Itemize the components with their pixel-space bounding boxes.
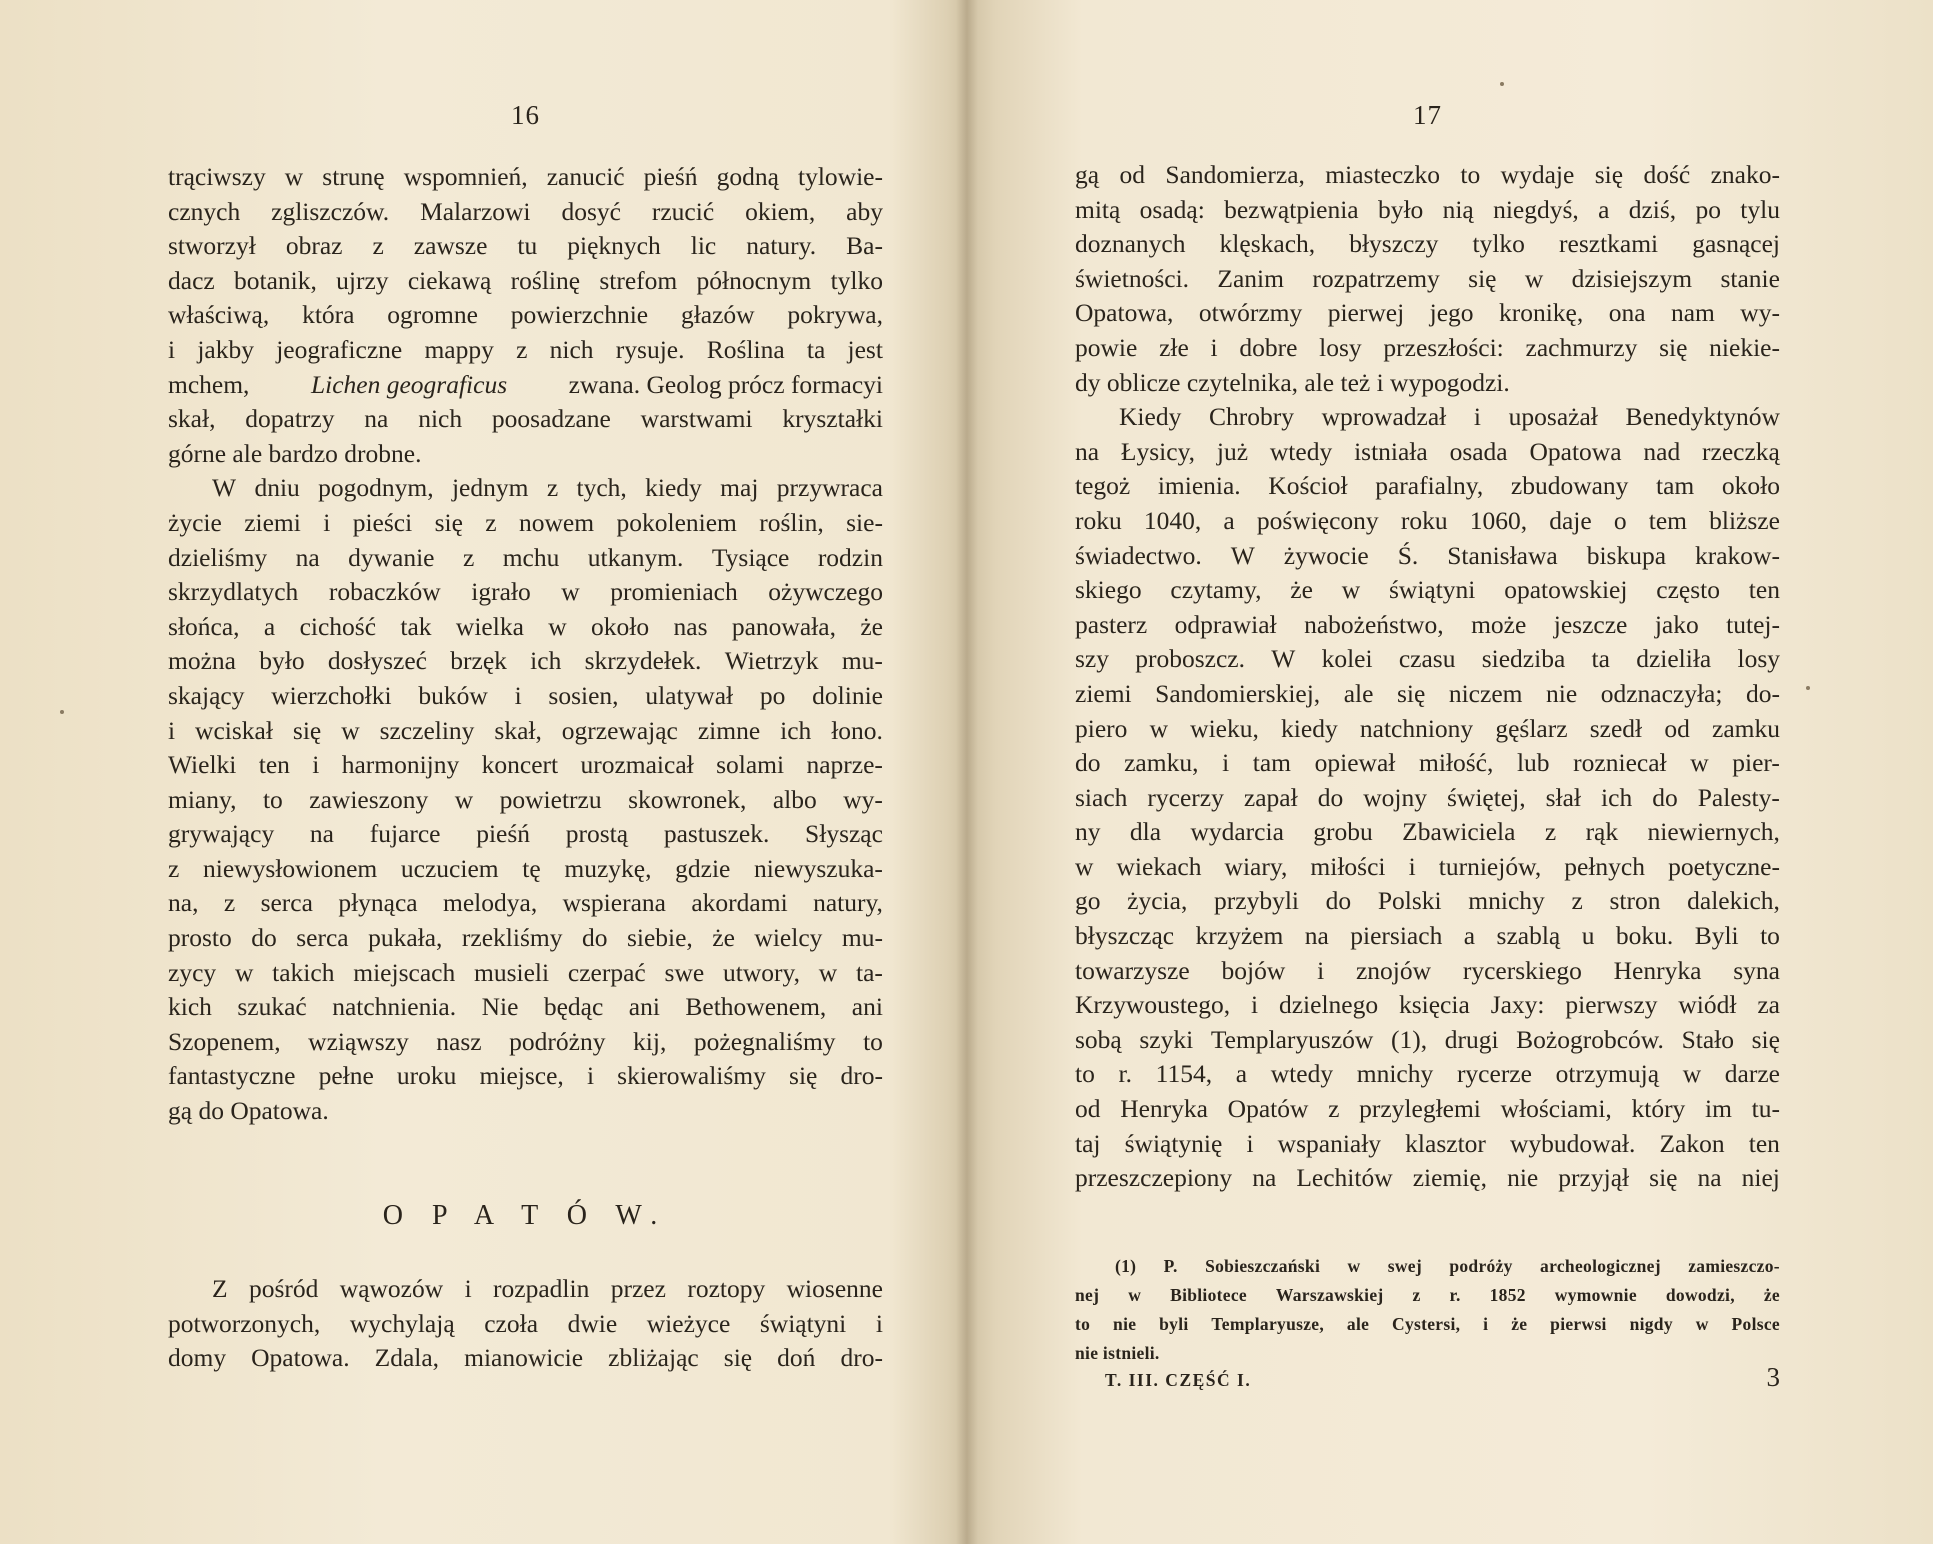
text-line: piero w wieku, kiedy natchniony gęślarz szedł od zamku — [1075, 713, 1780, 743]
footnote-line: nej w Bibliotece Warszawskiej z r. 1852 wymownie dowodzi, że — [1075, 1285, 1780, 1305]
paragraph — [1075, 400, 1780, 1196]
text-line: stworzył obraz z zawsze tu pięknych lic natury. Ba- — [168, 231, 883, 261]
text-line: sobą szyki Templaryuszów (1), drugi Bożogrobców. Stało się — [1075, 1024, 1780, 1054]
signature-mark: T. III. CZĘŚĆ I. — [1105, 1370, 1252, 1390]
text-line: górne ale bardzo drobne. — [168, 438, 422, 468]
text-line: Szopenem, wziąwszy nasz podróżny kij, pożegnaliśmy to — [168, 1026, 883, 1056]
text-line: dy oblicze czytelnika, ale też i wypogodzi. — [1075, 367, 1510, 397]
latin-species-name: Lichen geograficus — [310, 369, 508, 399]
text-line: i jakby jeograficzne mappy z nich rysuje. Roślina ta jest — [168, 334, 883, 364]
text-line: i wciskał się w szczeliny skał, ogrzewając zimne ich łono. — [168, 715, 883, 745]
text-line: gą do Opatowa. — [168, 1096, 329, 1126]
text-line: na Łysicy, już wtedy istniała osada Opatowa nad rzeczką — [1075, 436, 1780, 466]
book-gutter — [956, 0, 978, 1544]
text-line: fantastyczne pełne uroku miejsce, i skierowaliśmy się dro- — [168, 1061, 883, 1091]
sheet-number: 3 — [1766, 1362, 1780, 1392]
paper-speck — [1806, 686, 1810, 690]
text-line: skiego czytamy, że w świątyni opatowskiej często ten — [1075, 575, 1780, 605]
section-heading: O P A T Ó W. — [382, 1200, 669, 1231]
paragraph — [168, 471, 883, 1094]
text-line: mitą osadą: bezwątpienia było nią niegdyś, a dziś, po tylu — [1075, 194, 1780, 224]
page-number-right: 17 — [1413, 100, 1442, 130]
text-line: go życia, przybyli do Polski mnichy z stron dalekich, — [1075, 886, 1780, 916]
text-line: mchem, Lichen geograficus zwana. Geolog prócz formacyi — [168, 368, 883, 403]
text-line: skrzydlatych robaczków igrało w promieniach ożywczego — [168, 577, 883, 607]
text-line: świetności. Zanim rozpatrzemy się w dzisiejszym stanie — [1075, 263, 1780, 293]
text-line: Wielki ten i harmonijny koncert urozmaicał solami naprze- — [168, 750, 883, 780]
text-line: siach rycerzy zapał do wojny świętej, słał ich do Palesty- — [1075, 782, 1780, 812]
text-line: na, z serca płynąca melodya, wspierana akordami natury, — [168, 888, 883, 918]
text-line: Opatowa, otwórzmy pierwej jego kronikę, ona nam wy- — [1075, 298, 1780, 328]
text-line: słońca, a cichość tak wielka w około nas panowała, że — [168, 611, 883, 641]
paragraph — [1075, 158, 1780, 366]
text-line: dzieliśmy na dywanie z mchu utkanym. Tysiące rodzin — [168, 542, 883, 572]
paper-speck — [1500, 82, 1504, 86]
paper-speck — [60, 710, 64, 714]
text-line: błyszcząc krzyżem na piersiach a szablą u boku. Byli to — [1075, 921, 1780, 951]
right-text-block — [1075, 158, 1780, 1196]
text-line: dacz botanik, ujrzy ciekawą roślinę strefom północnym tylko — [168, 265, 883, 295]
text-line: doznanych klęskach, błyszczy tylko resztkami gasnącej — [1075, 229, 1780, 259]
text-line: potworzonych, wychylają czoła dwie wieżyce świątyni i — [168, 1308, 883, 1338]
text-line: Krzywoustego, i dzielnego księcia Jaxy: pierwszy wiódł za — [1075, 990, 1780, 1020]
text-line: domy Opatowa. Zdala, mianowicie zbliżając się doń dro- — [168, 1343, 883, 1373]
text-line: grywający na fujarce pieśń prostą pastuszek. Słysząc — [168, 819, 883, 849]
right-page — [1075, 0, 1780, 1544]
text-line: taj świątynię i wspaniały klasztor wybudował. Zakon ten — [1075, 1128, 1780, 1158]
left-text-block — [168, 160, 883, 1129]
text-line: można było dosłyszeć brzęk ich skrzydełek. Wietrzyk mu- — [168, 646, 883, 676]
footnote-line: nie istnieli. — [1075, 1343, 1160, 1363]
text-line: w wiekach wiary, miłości i turniejów, pełnych poetyczne- — [1075, 851, 1780, 881]
footnote — [1075, 1252, 1780, 1368]
text-line: Z pośród wąwozów i rozpadlin przez roztopy wiosenne — [212, 1274, 883, 1303]
text-line: to r. 1154, a wtedy mnichy rycerze otrzymują w darze — [1075, 1059, 1780, 1089]
left-page — [168, 0, 883, 1544]
text-line: szy proboszcz. W kolei czasu siedziba ta dzieliła losy — [1075, 644, 1780, 674]
text-line: trąciwszy w strunę wspomnień, zanucić pieśń godną tylowie- — [168, 162, 883, 191]
text-line: do zamku, i tam opiewał miłość, lub rozniecał w pier- — [1075, 748, 1780, 778]
paragraph — [168, 402, 883, 437]
text-line: miany, to zawieszony w powietrzu skowronek, albo wy- — [168, 784, 883, 814]
text-line: powie złe i dobre losy przeszłości: zachmurzy się niekie- — [1075, 332, 1780, 362]
text-line: od Henryka Opatów z przyległemi włościami, który im tu- — [1075, 1094, 1780, 1124]
text-line: przeszczepiony na Lechitów ziemię, nie przyjął się na niej — [1075, 1163, 1780, 1193]
text-line: W dniu pogodnym, jednym z tych, kiedy maj przywraca — [212, 473, 883, 503]
text-line: właściwą, która ogromne powierzchnie głazów pokrywa, — [168, 300, 883, 330]
text-line: świadectwo. W żywocie Ś. Stanisława biskupa krakow- — [1075, 540, 1780, 570]
text-line: tegoż imienia. Kościoł parafialny, zbudowany tam około — [1075, 471, 1780, 501]
footnote-line: to nie byli Templaryusze, ale Cystersi, i że pierwsi nigdy w Polsce — [1075, 1314, 1780, 1334]
text-line: skał, dopatrzy na nich poosadzane warstwami kryształki — [168, 404, 883, 434]
text-line: pasterz odprawiał nabożeństwo, może jeszcze jako tutej- — [1075, 609, 1780, 639]
page-number-left: 16 — [511, 100, 540, 130]
paragraph — [168, 1272, 883, 1376]
text-line: z niewysłowionem uczuciem tę muzykę, gdzie niewyszuka- — [168, 853, 883, 883]
text-line: ny dla wydarcia grobu Zbawiciela z rąk niewiernych, — [1075, 817, 1780, 847]
text-line: roku 1040, a poświęcony roku 1060, daje o tem bliższe — [1075, 505, 1780, 535]
footnote-line: (1) P. Sobieszczański w swej podróży archeologicznej zamieszczo- — [1115, 1256, 1780, 1276]
paragraph — [168, 160, 883, 368]
text-line: zycy w takich miejscach musieli czerpać swe utwory, w ta- — [168, 957, 883, 987]
text-line: towarzysze bojów i znojów rycerskiego Henryka syna — [1075, 955, 1780, 985]
text-line: gą od Sandomierza, miasteczko to wydaje się dość znako- — [1075, 160, 1780, 189]
text-line: Kiedy Chrobry wprowadzał i uposażał Benedyktynów — [1119, 402, 1780, 432]
text-line: życie ziemi i pieści się z nowem pokoleniem roślin, sie- — [168, 507, 883, 537]
left-text-block-after-heading — [168, 1272, 883, 1376]
text-line: skający wierzchołki buków i sosien, ulatywał po dolinie — [168, 680, 883, 710]
text-line: ziemi Sandomierskiej, ale się niczem nie odznaczyła; do- — [1075, 678, 1780, 708]
text-line: kich szukać natchnienia. Nie będąc ani Bethowenem, ani — [168, 992, 883, 1022]
text-line: prosto do serca pukała, rzekliśmy do siebie, że wielcy mu- — [168, 923, 883, 953]
text-line: cznych zgliszczów. Malarzowi dosyć rzucić okiem, aby — [168, 196, 883, 226]
